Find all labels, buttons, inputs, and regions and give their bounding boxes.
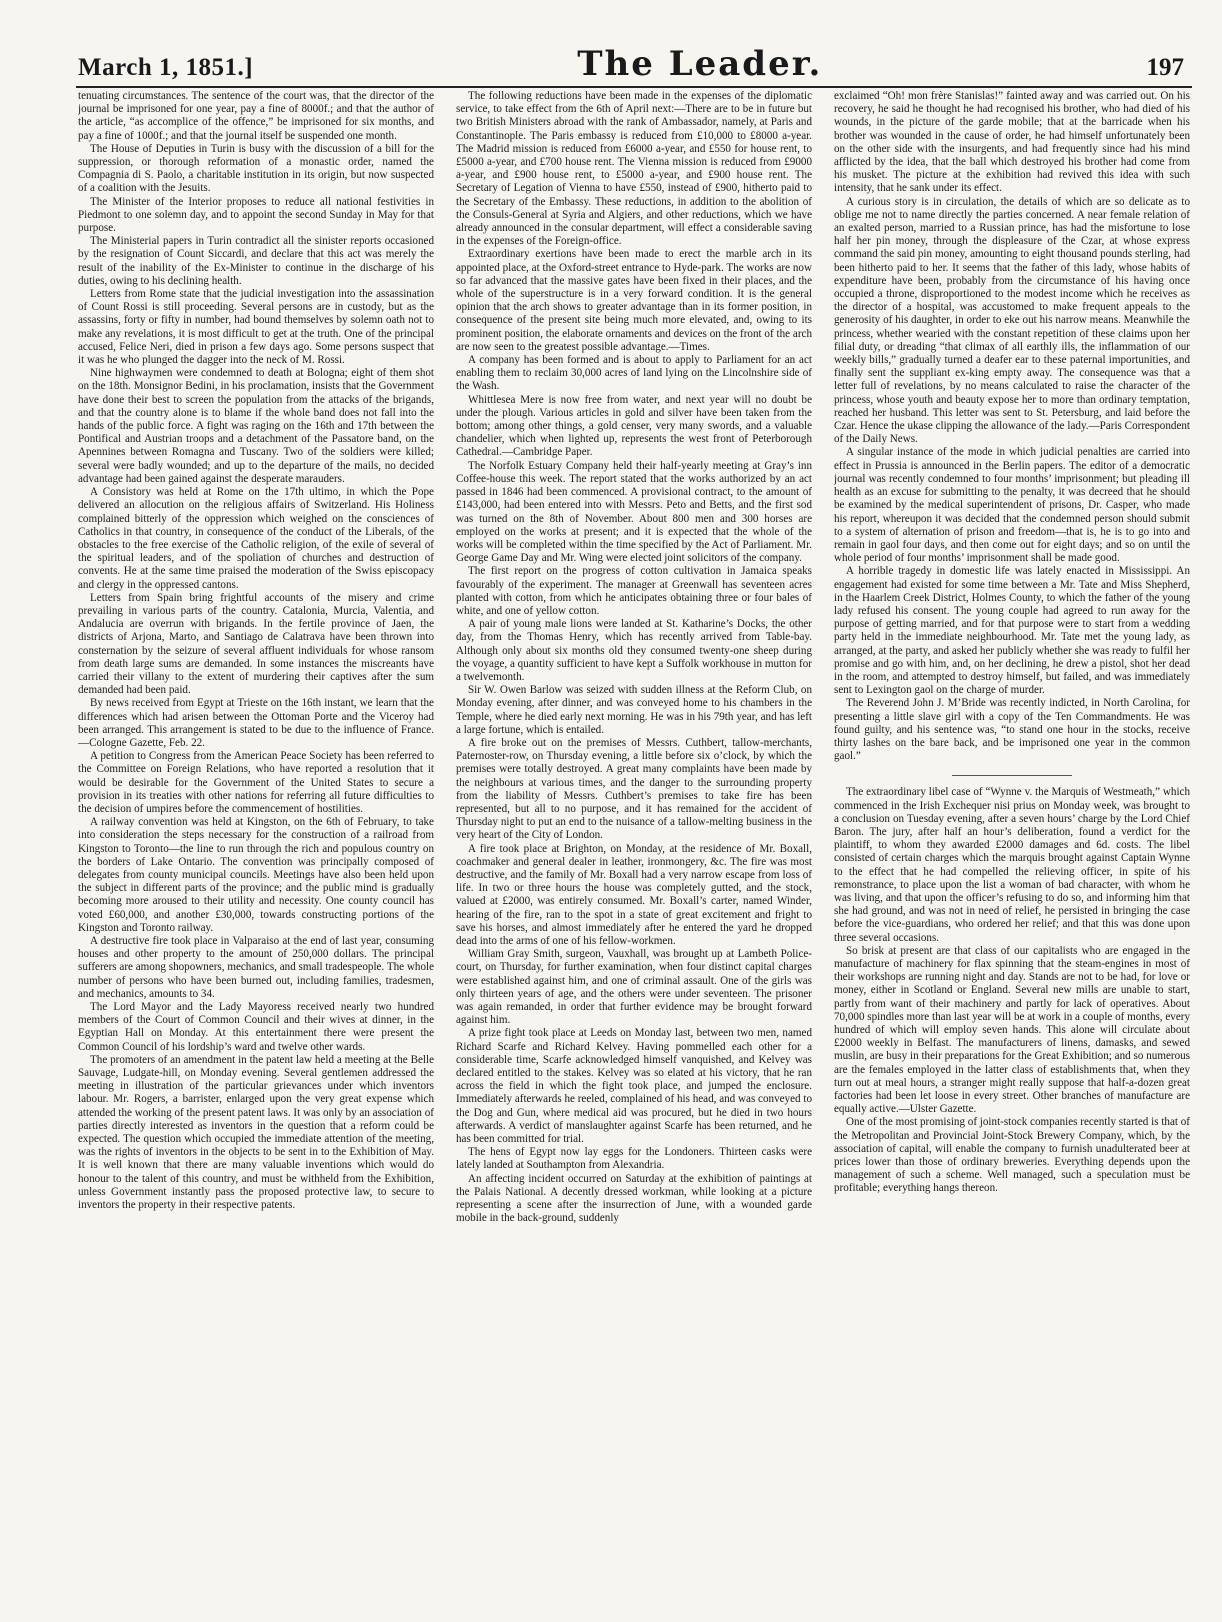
news-paragraph: The Ministerial papers in Turin contradict all the sinister reports occasioned by the resignation of Count Siccardi, and declare that this act was merely the result of the inability of the Ex-Minister to continue in the discharge of his duties, owing to his declining health. xyxy=(78,235,434,287)
column-middle xyxy=(456,90,812,1618)
news-paragraph: The Norfolk Estuary Company held their half-yearly meeting at Gray’s inn Coffee-house this week. The report stated that the works authorized by an act passed in 1846 had been commenced. A provisional contract, to the amount of £143,000, had been entered into with Messrs. Peto and Betts, and the first sod was turned on the 8th of November. About 800 men and 300 horses are employed on the works at present; and it is expected that the whole of the works will be completed within the time specified by the Act of Parliament. Mr. George Game Day and Mr. Wing were elected joint solicitors of the company. xyxy=(456,459,812,565)
news-paragraph: A fire took place at Brighton, on Monday, at the residence of Mr. Boxall, coachmaker and general dealer in leather, ironmongery, &c. The fire was most destructive, and the family of Mr. Boxall had a very narrow escape from loss of life. In two or three hours the house was completely gutted, and the stock, valued at £2000, was entirely consumed. Mr. Boxall’s carter, named Winder, hearing of the fire, ran to the spot in a state of great excitement and fright to save his horses, and almost immediately after he entered the yard he dropped dead into the arms of one of his fellow-workmen. xyxy=(456,842,812,947)
news-paragraph: William Gray Smith, surgeon, Vauxhall, was brought up at Lambeth Police-court, on Thursday, for further examination, when four distinct capital charges were established against him, and one of criminal assault. One of the girls was only thirteen years of age, and the others were under seventeen. The prisoner was again remanded, in order that further evidence may be brought forward against him. xyxy=(456,948,812,1027)
news-paragraph: A singular instance of the mode in which judicial penalties are carried into effect in Prussia is announced in the Berlin papers. The editor of a democratic journal was recently condemned to four months’ imprisonment; but pleading ill health as an excuse for submitting to the penalty, it was decreed that he should be examined by the medical superintendent of prisons, Dr. Casper, who made his report, whereupon it was decided that the condemned person should submit to a system of alternation of prison and freedom—that is, he is to go into and remain in gaol four days, and then come out for eight days; and so on until the whole period of four months’ imprisonment shall be made good. xyxy=(834,446,1190,565)
news-paragraph: The Lord Mayor and the Lady Mayoress received nearly two hundred members of the Court of Common Council and their wives at dinner, in the Egyptian Hall on Monday. At this entertainment there were present the Common Council of his lordship’s ward and twelve other wards. xyxy=(78,1001,434,1053)
news-paragraph: Sir W. Owen Barlow was seized with sudden illness at the Reform Club, on Monday evening, after dinner, and was conveyed home to his chambers in the Temple, where he died early next morning. He was in his 79th year, and has left a large fortune, which is entailed. xyxy=(456,684,812,736)
news-paragraph: The House of Deputies in Turin is busy with the discussion of a bill for the suppression, or thorough reformation of a monastic order, named the Compagnia di S. Paolo, a charitable institution in its origin, but now suspected of a coalition with the Jesuits. xyxy=(78,142,434,195)
news-paragraph: A horrible tragedy in domestic life was lately enacted in Mississippi. An engagement had existed for some time between a Mr. Tate and Miss Shepherd, in the Haarlem Creek District, Holmes County, to which the father of the young lady refused his consent. The young couple had agreed to run away for the purpose of getting married, and for that purpose were to start from a wedding party held in the immediate neighbourhood. Mr. Tate met the young lady, as arranged, at the party, and asked her publicly whether she was ready to fulfil her promise and go with him, and, on her declining, he drew a pistol, shot her dead in the room, and attempted to destroy himself, but failed, and was immediately sent to Lexington gaol on the charge of murder. xyxy=(834,565,1190,697)
news-paragraph: Letters from Rome state that the judicial investigation into the assassination of Count Rossi is still proceeding. Several persons are in custody, but as the assassins, forty or fifty in number, had bound themselves by solemn oath not to make any revelations, it is most difficult to get at the truth. One of the principal accused, Felice Neri, died in prison a few days ago. Some persons suspect that it was he who plunged the dagger into the neck of M. Rossi. xyxy=(78,288,434,367)
news-paragraph: Extraordinary exertions have been made to erect the marble arch in its appointed place, at the Oxford-street entrance to Hyde-park. The works are now so far advanced that the massive gates have been fixed in their places, and the whole of the superstructure is in a very forward condition. It is the general opinion that the arch shows to greater advantage than in its former position, in consequence of the present site being much more elevated, and, owing to its prominent position, the elaborate ornaments and devices on the front of the arch are now seen to the greatest possible advantage.—Times. xyxy=(456,248,812,353)
news-paragraph: A curious story is in circulation, the details of which are so delicate as to oblige me not to name directly the parties concerned. A near female relation of an exalted person, married to a Russian prince, has had the misfortune to lose half her pin money, through the displeasure of the Czar, at whose express command the said pin money, amounting to eight thousand pounds sterling, had been hitherto paid to her. It seems that the father of this lady, whose habits of expenditure have been, probably from the circumstance of his having once occupied a throne, disproportioned to the modest income which he receives as the director of a hospital, was accustomed to make frequent appeals to the generosity of his daughter, in order to eke out his narrow means. Meanwhile the princess, whether wearied with the constant repetition of these claims upon her filial duty, or dreading “that climax of all earthly ills, the inflammation of our weekly bills,” gradually turned a deafer ear to these paternal importunities, and finally sent the suppliant ex-king empty away. The consequence was that a letter full of revelations, by no means calculated to raise the character of the princess, whose youth and beauty expose her to more than ordinary temptation, reached her husband. This letter was sent to St. Petersburg, and laid before the Czar. Hence the ukase clipping the allowance of the lady.—Paris Correspondent of the Daily News. xyxy=(834,195,1190,446)
news-paragraph: A railway convention was held at Kingston, on the 6th of February, to take into consideration the steps necessary for the construction of a railroad from Kingston to Toronto—the line to run through the rich and populous country on the borders of Lake Ontario. The convention was principally composed of delegates from county municipal councils. Meetings have also been held upon the subject in different parts of the province; and the public mind is gradually becoming more aroused to their utility and necessity. One county council has voted £60,000, and another £30,000, towards constructing portions of the Kingston and Toronto railway. xyxy=(78,816,434,934)
news-paragraph: tenuating circumstances. The sentence of the court was, that the director of the journal be imprisoned for one year, pay a fine of 8000f.; and that the author of the article, “as accomplice of the offence,” be imprisoned for six months, and pay a fine of 1000f.; and that the journal itself be suspended one month. xyxy=(78,90,434,142)
news-paragraph: Whittlesea Mere is now free from water, and next year will no doubt be under the plough. Various articles in gold and silver have been taken from the bottom; among other things, a gold censer, very many swords, and a valuable chandelier, which when lighted up, represents the west front of Peterborough Cathedral.—Cambridge Paper. xyxy=(456,393,812,459)
news-paragraph: The first report on the progress of cotton cultivation in Jamaica speaks favourably of the experiment. The manager at Greenwall has seventeen acres planted with cotton, from which he anticipates obtaining three or four bales of white, and one of yellow cotton. xyxy=(456,565,812,617)
news-paragraph: A petition to Congress from the American Peace Society has been referred to the Committee on Foreign Relations, who have reported a resolution that it would be desirable for the Government of the United States to secure a provision in its treaties with other nations for referring all future difficulties to the decision of umpires before the commencement of hostilities. xyxy=(78,750,434,815)
news-paragraph: A fire broke out on the premises of Messrs. Cuthbert, tallow-merchants, Paternoster-row, on Thursday evening, a little before six o’clock, by which the premises were totally destroyed. A great many complaints have been made by the neighbours at various times, and the danger to the surrounding property from the liability of Messrs. Cuthbert’s premises to take fire has been represented, but all to no purpose, and it has remained for the accident of Thursday night to put an end to the nuisance of a tallow-melting business in the very heart of the City of London. xyxy=(456,736,812,842)
news-paragraph: The extraordinary libel case of “Wynne v. the Marquis of Westmeath,” which commenced in the Irish Exchequer nisi prius on Monday week, was brought to a conclusion on Tuesday evening, after a seven hours’ charge by the Lord Chief Baron. The jury, after half an hour’s deliberation, found a verdict for the plaintiff, to whom they awarded £2000 damages and 6d. costs. The libel consisted of certain charges which the marquis brought against Captain Wynne to the effect that he had compelled the relieving officer, in spite of his remonstrance, to place upon the list a woman of bad character, with whom he was living, and that upon the officer’s refusing to do so, and informing him that she had ground, and was not in need of relief, he persisted in bringing the case before the vice-guardians, who ordered her relief; and that this was done upon three several occasions. xyxy=(834,786,1190,944)
news-paragraph: A company has been formed and is about to apply to Parliament for an act enabling them to reclaim 30,000 acres of land lying on the Lincolnshire side of the Wash. xyxy=(456,354,812,393)
news-paragraph: A prize fight took place at Leeds on Monday last, between two men, named Richard Scarfe and Richard Kelvey. Having pommelled each other for a considerable time, Scarfe acknowledged himself vanquished, and Kelvey was declared entitled to the stakes. Kelvey was so elated at his victory, that he ran across the field in which the fight took place, and jumped the enclosure. Immediately afterwards he reeled, complained of his head, and was conveyed to the Dog and Gun, where medical aid was procured, but he died in two hours afterwards. A verdict of manslaughter against Scarfe has been returned, and he has been committed for trial. xyxy=(456,1027,812,1146)
news-paragraph: One of the most promising of joint-stock companies recently started is that of the Metropolitan and Provincial Joint-Stock Brewery Company, which, by the association of capital, will enable the company to furnish unadulterated beer at prices lower than those of ordinary breweries. Everything depends upon the management of such a scheme. Well managed, such a speculation must be profitable; everything hangs thereon. xyxy=(834,1116,1190,1195)
news-paragraph: A destructive fire took place in Valparaiso at the end of last year, consuming houses and other property to the amount of 250,000 dollars. The principal sufferers are among shopowners, mechanics, and small tradespeople. The whole number of persons who have been burned out, including families, tradesmen, and mechanics, amounts to 34. xyxy=(78,935,434,1000)
news-paragraph: exclaimed “Oh! mon frère Stanislas!” fainted away and was carried out. On his recovery, he said he thought he had recognised his brother, who had died of his wounds, in the picture of the garde mobile; that at the barricade when his brother was wounded in the cause of order, he had himself unfortunately been on the other side with the insurgents, and had frequently since had his mind afflicted by the idea, that the ball which destroyed his brother had come from his musket. The picture at the exhibition had revived this idea with such intensity, that he sank under its effect. xyxy=(834,90,1190,195)
news-paragraph: The Minister of the Interior proposes to reduce all national festivities in Piedmont to one solemn day, and to appoint the second Sunday in May for that purpose. xyxy=(78,195,434,235)
news-paragraph: By news received from Egypt at Trieste on the 16th instant, we learn that the differences which had arisen between the Ottoman Porte and the Viceroy had been arranged. This arrangement is stated to be due to the influence of France.—Cologne Gazette, Feb. 22. xyxy=(78,697,434,749)
news-paragraph: Letters from Spain bring frightful accounts of the misery and crime prevailing in various parts of the country. Catalonia, Murcia, Valentia, and Andalucia are overrun with brigands. In the fertile province of Jaen, the districts of Arjona, Marto, and Santiago de Calatrava have been thrown into consternation by the seizure of several affluent individuals for whose ransom from death large sums are demanded. In some instances the miscreants have carried their villany to the extent of murdering their captives after the sum demanded had been paid. xyxy=(78,591,434,697)
news-paragraph: The Reverend John J. M’Bride was recently indicted, in North Carolina, for presenting a little slave girl with a copy of the Ten Commandments. He was found guilty, and his sentence was, “to stand one hour in the stocks, receive thirty lashes on the bare back, and be imprisoned one year in the common gaol.” xyxy=(834,697,1190,763)
masthead xyxy=(78,44,1184,84)
news-paragraph: Nine highwaymen were condemned to death at Bologna; eight of them shot on the 18th. Monsignor Bedini, in his proclamation, insists that the Government have done their best to screen the population from the attacks of the brigands, and that the country alone is to blame if the whole band does not fall into the hands of the public force. A fight was raging on the 16th and 17th between the Pontifical and Austrian troops and a detachment of the Passatore band, on the Apennines between Romagna and Tuscany. Two of the soldiers were killed; several were badly wounded; and up to the departure of the mails, no decided advantage had been gained against the desperate marauders. xyxy=(78,367,434,485)
news-paragraph: The promoters of an amendment in the patent law held a meeting at the Belle Sauvage, Ludgate-hill, on Monday evening. Several gentlemen addressed the meeting in illustration of the particular grievances under which inventors labour. Mr. Rogers, a barrister, enlarged upon the very great expense which attended the working of the present patent laws. It was only by an association of parties directly interested as inventors in the question that a reform could be expected. The question which occupied the immediate attention of the meeting, was the rights of inventors in the objects to be sent in to the Exhibition of May. It is well known that there are many valuable inventions which would do honour to the talent of this country, and must be withheld from the Exhibition, unless Government instantly pass the proposed protective law, to secure to inventors the property in their respective patents. xyxy=(78,1053,434,1212)
column-right-bottom xyxy=(834,786,1190,1195)
article-columns xyxy=(78,90,1190,1618)
news-paragraph: So brisk at present are that class of our capitalists who are engaged in the manufacture of machinery for flax spinning that the steam-engines in most of their workshops are running night and day. Stands are not to be had, for love or money, either in Scotland or England. Several new mills are unable to start, partly from want of their machinery and partly for lack of operatives. About 70,000 spindles more than last year will be at work in a couple of months, every hundred of which will employ seven hands. This alone will circulate about £2000 weekly in Belfast. The manufacturers of linens, damasks, and sewed muslin, are busy in their preparations for the Great Exhibition; and so numerous are the females employed in the latter class of establishments that, when they turn out at meal hours, a stranger might really suppose that half-a-dozen great factories had been let loose in every street. Other branches of manufacture are equally active.—Ulster Gazette. xyxy=(834,944,1190,1116)
masthead-rule xyxy=(76,86,1192,88)
news-paragraph: A Consistory was held at Rome on the 17th ultimo, in which the Pope delivered an allocution on the religious affairs of Switzerland. His Holiness complained bitterly of the oppression which weighed on the consciences of Catholics in that country, in consequence of the conduct of the Liberals, of the obstacles to the free exercise of the Catholic religion, of the exile of several of the spiritual leaders, and of the spoliation of churches and destruction of convents. He at the same time praised the moderation of the Swiss episcopacy and clergy in the oppressed cantons. xyxy=(78,486,434,591)
issue-date: March 1, 1851.] xyxy=(78,54,254,81)
column-right xyxy=(834,90,1190,1618)
news-paragraph: A pair of young male lions were landed at St. Katharine’s Docks, the other day, from the Thomas Henry, which has recently arrived from Table-bay. Although only about six months old they consumed twenty-one sheep during the voyage, a quantity sufficient to have kept a Suffolk workhouse in mutton for a twelvemonth. xyxy=(456,618,812,683)
section-divider xyxy=(952,775,1072,776)
column-left xyxy=(78,90,434,1618)
news-paragraph: An affecting incident occurred on Saturday at the exhibition of paintings at the Palais National. A decently dressed workman, while looking at a picture representing a scene after the insurrection of June, with a wounded garde mobile in the back-ground, suddenly xyxy=(456,1172,812,1225)
column-right-top xyxy=(834,90,1190,763)
news-paragraph: The following reductions have been made in the expenses of the diplomatic service, to take effect from the 6th of April next:—There are to be in future but two British Ministers abroad with the rank of Ambassador, namely, at Paris and Constantinople. The Paris embassy is reduced from £10,000 to £8000 a-year. The Madrid mission is reduced from £6000 a-year, and £550 for house rent, to £5000 a-year, and £700 house rent. The Vienna mission is reduced from £9000 a-year, and £900 house rent, to £5000 a-year, and £900 house rent. The Secretary of Legation of Vienna to have £550, instead of £900, hitherto paid to the Secretary of the Embassy. These reductions, in addition to the abolition of the Consuls-General at Syria and Algiers, and other reductions, which we have already announced in the consular department, will effect a considerable saving in the expenses of the Foreign-office. xyxy=(456,90,812,248)
newspaper-title: The Leader. xyxy=(577,44,823,84)
page-number: 197 xyxy=(1146,54,1184,81)
news-paragraph: The hens of Egypt now lay eggs for the Londoners. Thirteen casks were lately landed at Southampton from Alexandria. xyxy=(456,1146,812,1172)
